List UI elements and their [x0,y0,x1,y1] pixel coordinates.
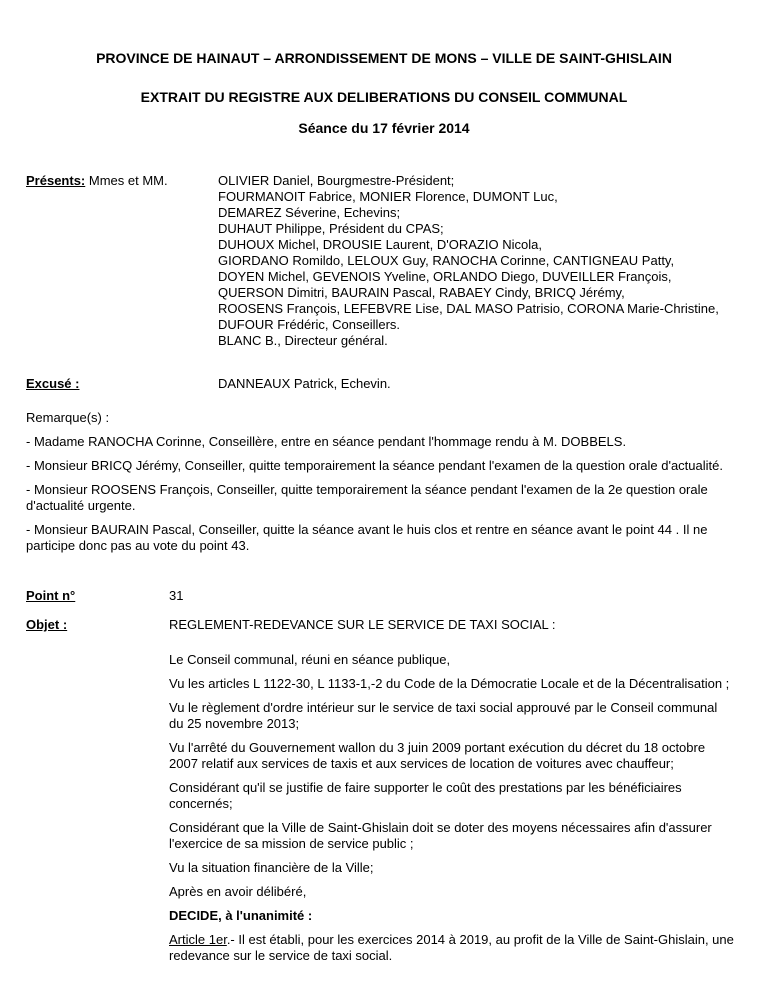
presents-line: DEMAREZ Séverine, Echevins; [218,205,401,220]
seance-date: Séance du 17 février 2014 [298,120,470,136]
remarque-item: - Monsieur ROOSENS François, Conseiller, quitte temporairement la séance pendant l'examen de la 2e question orale d'actualité urgente. [26,482,708,513]
remarque-item: - Monsieur BRICQ Jérémy, Conseiller, quitte temporairement la séance pendant l'examen de la question orale d'actualité. [26,458,723,473]
presents-line: GIORDANO Romildo, LELOUX Guy, RANOCHA Corinne, CANTIGNEAU Patty, [218,253,675,268]
presents-line: DUHOUX Michel, DROUSIE Laurent, D'ORAZIO Nicola, [218,237,542,252]
deliberation-body [169,652,734,972]
presents-label-block [26,173,168,189]
director-general: BLANC B., Directeur général. [218,333,388,348]
excuse-label: Excusé : [26,376,80,391]
point-number: 31 [169,588,184,603]
remarque-item: - Madame RANOCHA Corinne, Conseillère, entre en séance pendant l'hommage rendu à M. DOBBELS. [26,434,627,449]
remarque-item: - Monsieur BAURAIN Pascal, Conseiller, quitte la séance avant le huis clos et rentre en séance avant le point 44 . Il ne participe donc pas au vote du point 43. [26,522,708,553]
presents-prefix: Mmes et MM. [85,173,168,188]
article-1 [169,932,734,964]
remarques-title: Remarque(s) : [26,410,110,425]
objet-value: REGLEMENT-REDEVANCE SUR LE SERVICE DE TAXI SOCIAL : [169,617,556,632]
decision-heading: DECIDE, à l'unanimité : [169,908,313,923]
header-line-province: PROVINCE DE HAINAUT – ARRONDISSEMENT DE MONS – VILLE DE SAINT-GHISLAIN [96,50,672,66]
presents-list [218,173,719,333]
article-text: .- Il est établi, pour les exercices 2014 à 2019, au profit de la Ville de Saint-Ghislain, une redevance sur le service de taxi social. [169,932,734,963]
presents-line: DUFOUR Frédéric, Conseillers. [218,317,401,332]
presents-line: FOURMANOIT Fabrice, MONIER Florence, DUMONT Luc, [218,189,558,204]
header-line-registre: EXTRAIT DU REGISTRE AUX DELIBERATIONS DU CONSEIL COMMUNAL [140,89,628,105]
presents-label: Présents: [26,173,86,188]
remarques-list [26,434,732,562]
body-paragraph: Vu la situation financière de la Ville; [169,860,374,875]
article-label: Article 1er [169,932,227,947]
presents-line: ROOSENS François, LEFEBVRE Lise, DAL MASO Patrisio, CORONA Marie-Christine, [218,301,719,316]
point-label: Point n° [26,588,76,603]
body-paragraph: Considérant qu'il se justifie de faire supporter le coût des prestations par les bénéficiaires concernés; [169,780,682,811]
presents-line: OLIVIER Daniel, Bourgmestre-Président; [218,173,455,188]
body-paragraph: Vu le règlement d'ordre intérieur sur le service de taxi social approuvé par le Conseil communal du 25 novembre 2013; [169,700,718,731]
objet-label: Objet : [26,617,68,632]
presents-line: QUERSON Dimitri, BAURAIN Pascal, RABAEY Cindy, BRICQ Jérémy, [218,285,625,300]
presents-line: DOYEN Michel, GEVENOIS Yveline, ORLANDO Diego, DUVEILLER François, [218,269,672,284]
presents-line: DUHAUT Philippe, Président du CPAS; [218,221,444,236]
body-paragraph: Le Conseil communal, réuni en séance publique, [169,652,451,667]
body-paragraph: Vu l'arrêté du Gouvernement wallon du 3 juin 2009 portant exécution du décret du 18 octobre 2007 relatif aux services de taxis et aux services de location de voitures avec chauffeur; [169,740,706,771]
body-paragraph: Vu les articles L 1122-30, L 1133-1,-2 du Code de la Démocratie Locale et de la Décentralisation ; [169,676,730,691]
excuse-value: DANNEAUX Patrick, Echevin. [218,376,391,391]
body-paragraph: Après en avoir délibéré, [169,884,307,899]
body-paragraph: Considérant que la Ville de Saint-Ghislain doit se doter des moyens nécessaires afin d'assurer l'exercice de sa mission de service public ; [169,820,712,851]
